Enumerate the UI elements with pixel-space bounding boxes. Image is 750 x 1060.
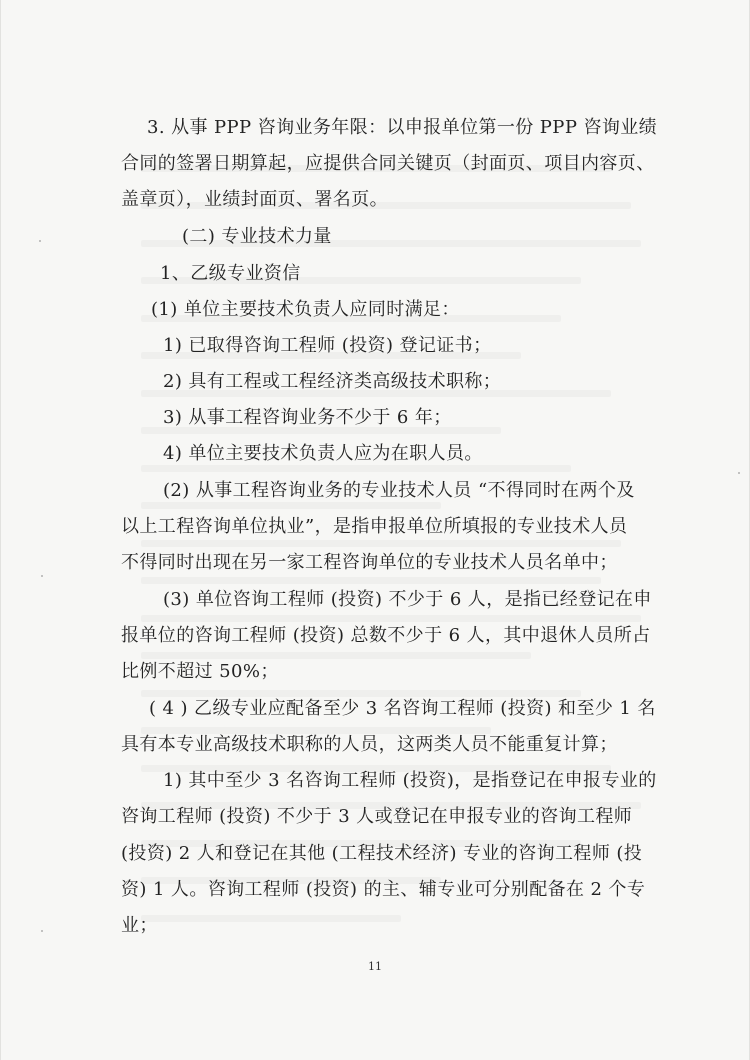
scan-speck [41, 930, 43, 932]
subsection-heading: 1、乙级专业资信 [160, 263, 301, 284]
list-item: 3) 从事工程咨询业务不少于 6 年； [163, 407, 452, 428]
text-line: 3. 从事 PPP 咨询业务年限：以申报单位第一份 PPP 咨询业绩 [147, 117, 658, 138]
page-number: 11 [368, 960, 382, 973]
text-line: 咨询工程师 (投资) 不少于 3 人或登记在申报专业的咨询工程师 [121, 806, 633, 827]
text-line: (投资) 2 人和登记在其他 (工程技术经济) 专业的咨询工程师 (投 [121, 843, 643, 864]
text-line: (1) 单位主要技术负责人应同时满足： [151, 299, 460, 320]
text-line: 合同的签署日期算起，应提供合同关键页（封面页、项目内容页、 [121, 153, 655, 174]
text-line: 报单位的咨询工程师 (投资) 总数不少于 6 人，其中退休人员所占 [121, 625, 651, 646]
text-line: 具有本专业高级技术职称的人员，这两类人员不能重复计算； [121, 734, 618, 755]
text-line: 以上工程咨询单位执业”，是指申报单位所填报的专业技术人员 [121, 516, 628, 537]
scan-speck [738, 472, 740, 474]
text-line: (2) 从事工程咨询业务的专业技术人员 “不得同时在两个及 [163, 480, 635, 501]
list-item: 4) 单位主要技术负责人应为在职人员。 [163, 443, 483, 464]
scan-speck [39, 240, 41, 242]
text-line: (3) 单位咨询工程师 (投资) 不少于 6 人，是指已经登记在申 [163, 589, 652, 610]
list-item: 2) 具有工程或工程经济类高级技术职称； [163, 371, 502, 392]
text-line: 不得同时出现在另一家工程咨询单位的专业技术人员名单中； [121, 552, 618, 573]
text-line: 盖章页），业绩封面页、署名页。 [121, 189, 388, 210]
text-line: ( 4 ) 乙级专业应配备至少 3 名咨询工程师 (投资) 和至少 1 名 [149, 698, 656, 719]
list-item: 1) 其中至少 3 名咨询工程师 (投资)，是指登记在申报专业的 [163, 770, 657, 791]
list-item: 1) 已取得咨询工程师 (投资) 登记证书； [163, 335, 492, 356]
text-line: 资) 1 人。咨询工程师 (投资) 的主、辅专业可分别配备在 2 个专 [121, 879, 646, 900]
text-line: 比例不超过 50%； [121, 661, 279, 682]
section-heading: (二) 专业技术力量 [182, 226, 332, 247]
scan-speck [41, 575, 43, 577]
text-line: 业； [121, 915, 158, 936]
